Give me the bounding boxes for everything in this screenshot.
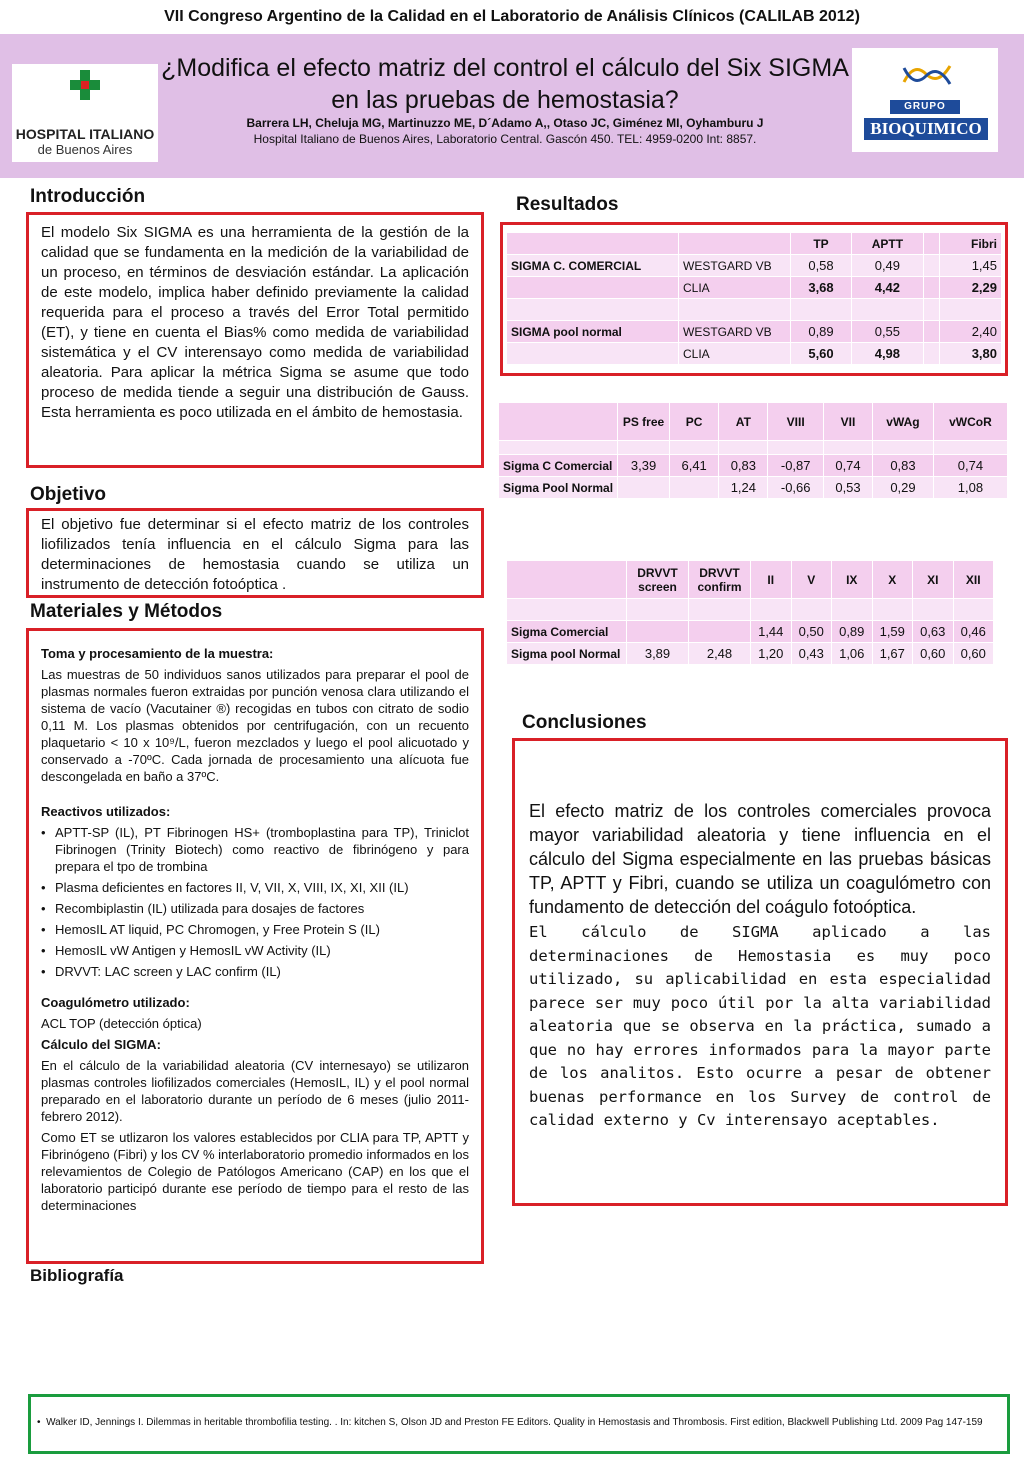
table-cell: WESTGARD VB — [679, 321, 791, 343]
table-header: VII — [823, 403, 872, 441]
table-header: PS free — [618, 403, 670, 441]
table-cell — [913, 599, 954, 621]
table-cell: 0,43 — [791, 643, 832, 665]
table-cell: 0,74 — [933, 455, 1007, 477]
table-cell — [923, 299, 939, 321]
table-cell: 0,74 — [823, 455, 872, 477]
conclusion-text-2: El cálculo de SIGMA aplicado a las determinaciones de Hemostasia es muy poco utilizado, su aplicabilidad en esta especialidad parece ser muy poco útil por la alta variabilidad aleatoria que se observa en la práctica, sumado a que no hay errores informados para la mayor parte de los analitos. Esto ocurre a pesar de obtener buenas performance en los Survey de control de calidad externo y Cv interensayo aceptables. — [529, 923, 991, 1129]
logo-left-name: HOSPITAL ITALIANO — [15, 126, 155, 142]
table-cell — [507, 599, 627, 621]
table-header: vWAg — [873, 403, 934, 441]
table-cell — [823, 441, 872, 455]
bibliografia-heading: Bibliografía — [30, 1266, 124, 1285]
table-header: vWCoR — [933, 403, 1007, 441]
table-cell — [852, 299, 924, 321]
table-cell: 1,45 — [939, 255, 1001, 277]
calc-text-1: En el cálculo de la variabilidad aleatoria (CV internesayo) se utilizaron plasmas controles liofilizados comerciales (HemosIL, IL) y el pool normal preparado en el laboratorio durante un período de 6 meses (julio 2011-febrero 2012). — [41, 1058, 469, 1124]
table-cell — [751, 599, 792, 621]
table-cell — [689, 599, 751, 621]
materiales-heading: Materiales y Métodos — [30, 601, 223, 622]
conclusiones-box — [512, 738, 1008, 1206]
table-cell: SIGMA C. COMERCIAL — [507, 255, 679, 277]
table-cell: -0,66 — [768, 477, 823, 499]
logo-left-sub: de Buenos Aires — [37, 142, 133, 157]
table-cell — [627, 599, 689, 621]
table-header: XI — [913, 561, 954, 599]
table-header: V — [791, 561, 832, 599]
table-cell: Sigma pool Normal — [507, 643, 627, 665]
table-cell — [933, 441, 1007, 455]
hospital-cross-icon — [70, 70, 100, 100]
table-cell: 1,24 — [719, 477, 768, 499]
table-cell — [791, 299, 852, 321]
objetivo-text: El objetivo fue determinar si el efecto matriz de los controles liofilizados tenía influencia en el cálculo Sigma para las determinaciones de hemostasia cuando se utiliza un instrumento de detección fotoóptica . — [41, 516, 469, 593]
table-cell: 1,20 — [751, 643, 792, 665]
list-item: • DRVVT: LAC screen y LAC confirm (IL) — [41, 963, 469, 980]
table-header — [923, 233, 939, 255]
list-item: • HemosIL AT liquid, PC Chromogen, y Free Protein S (IL) — [41, 921, 469, 938]
list-item: • Plasma deficientes en factores II, V, VII, X, VIII, IX, XI, XII (IL) — [41, 879, 469, 896]
table-cell — [618, 441, 670, 455]
conclusion-text-1: El efecto matriz de los controles comerciales provoca mayor variabilidad aleatoria y tiene influencia en el cálculo del Sigma especialmente en las pruebas básicas TP, APTT y Fibri, cuando se utiliza un coagulómetro con fundamento de detección del coágulo fotoóptica. — [529, 801, 991, 917]
coag-text: ACL TOP (detección óptica) — [41, 1016, 202, 1031]
list-item: • HemosIL vW Antigen y HemosIL vW Activity (IL) — [41, 942, 469, 959]
table-cell: 1,44 — [751, 621, 792, 643]
table-cell: 4,98 — [852, 343, 924, 365]
table-cell — [670, 441, 719, 455]
intro-heading: Introducción — [30, 186, 146, 207]
table-cell: CLIA — [679, 343, 791, 365]
table-cell: 0,50 — [791, 621, 832, 643]
bullet-icon: • — [37, 1417, 47, 1428]
table-cell: 3,39 — [618, 455, 670, 477]
table-header: X — [872, 561, 913, 599]
table-cell — [507, 277, 679, 299]
table-cell — [627, 621, 689, 643]
table-cell: CLIA — [679, 277, 791, 299]
table-cell — [768, 441, 823, 455]
table-header: PC — [670, 403, 719, 441]
poster-header — [0, 34, 1024, 178]
list-item: • APTT-SP (IL), PT Fibrinogen HS+ (tromboplastina para TP), Triniclot Fibrinogen (Trinity Biotech) como reactivo de fibrinógeno y para prepara el tpo de trombina — [41, 824, 469, 875]
table-header — [507, 233, 679, 255]
reactivos-list — [41, 824, 469, 980]
table-cell — [791, 599, 832, 621]
grupo-bioquimico-logo — [852, 48, 998, 152]
table-header: Fibri — [939, 233, 1001, 255]
table-cell: 1,59 — [872, 621, 913, 643]
table-cell: 1,06 — [832, 643, 873, 665]
table-cell: SIGMA pool normal — [507, 321, 679, 343]
table-cell — [719, 441, 768, 455]
table-cell — [872, 599, 913, 621]
table-cell — [507, 299, 679, 321]
authors: Barrera LH, Cheluja MG, Martinuzzo ME, D´Adamo A,, Otaso JC, Giménez MI, Oyhamburu J — [246, 116, 764, 130]
table-cell: WESTGARD VB — [679, 255, 791, 277]
intro-box — [26, 212, 484, 468]
table-cell: 3,68 — [791, 277, 852, 299]
table-cell: Sigma C Comercial — [499, 455, 618, 477]
table-cell: Sigma Comercial — [507, 621, 627, 643]
table-cell — [618, 477, 670, 499]
table-cell: 0,60 — [913, 643, 954, 665]
objetivo-box — [26, 508, 484, 598]
table-header: VIII — [768, 403, 823, 441]
conference-title: VII Congreso Argentino de la Calidad en el Laboratorio de Análisis Clínicos (CALILAB 2012) — [164, 8, 860, 25]
table-cell: 2,29 — [939, 277, 1001, 299]
table-cell: 3,80 — [939, 343, 1001, 365]
table-cell: 0,58 — [791, 255, 852, 277]
table-header: APTT — [852, 233, 924, 255]
calc-text-2: Como ET se utlizaron los valores establecidos por CLIA para TP, APTT y Fibrinógeno (Fibri) y los CV % interlaboratorio promedio informados en los relevamientos de Colegio de Patólogos Americano (CAP) en los que el laboratorio participó durante ese período de tiempo para el resto de las determinaciones — [41, 1130, 469, 1213]
table-cell: 2,48 — [689, 643, 751, 665]
materiales-box — [26, 628, 484, 1264]
table-header: DRVVT screen — [627, 561, 689, 599]
table-header: XII — [953, 561, 994, 599]
conclusiones-heading: Conclusiones — [522, 712, 647, 733]
table-cell — [923, 321, 939, 343]
table-cell: 4,42 — [852, 277, 924, 299]
table-cell — [679, 299, 791, 321]
table-cell — [923, 343, 939, 365]
intro-text: El modelo Six SIGMA es una herramienta de la gestión de la calidad que se fundamenta en la medición de la variabilidad de un proceso, en términos de desviación estándar. La aplicación de este modelo, implica haber definido previamente la calidad requerida para el proceso a través del Error Total permitido (ET), y tiene en cuenta el Bias% como medida de variabilidad sistemática y el CV interensayo como medida de variabilidad aleatoria. Para aplicar la métrica Sigma se asume que todo proceso de medida tiende a seguir una distribución de Gauss. Esta herramienta es poco utilizada en el ámbito de hemostasia. — [41, 224, 469, 421]
table-cell — [953, 599, 994, 621]
table-cell: 6,41 — [670, 455, 719, 477]
table-cell — [873, 441, 934, 455]
table-cell: 3,89 — [627, 643, 689, 665]
table-header: IX — [832, 561, 873, 599]
dna-helix-icon — [902, 60, 952, 90]
table-header — [679, 233, 791, 255]
logo-right-name: BIOQUIMICO — [864, 118, 988, 140]
table-cell: 0,89 — [832, 621, 873, 643]
hospital-italiano-logo — [12, 64, 158, 162]
table-cell: 5,60 — [791, 343, 852, 365]
poster-title: ¿Modifica el efecto matriz del control el cálculo del Six SIGMA en las pruebas de hemostasia? — [161, 54, 849, 114]
resultados-heading: Resultados — [516, 194, 619, 215]
table-cell: 0,55 — [852, 321, 924, 343]
table-cell — [689, 621, 751, 643]
table-header: TP — [791, 233, 852, 255]
table-cell: 2,40 — [939, 321, 1001, 343]
toma-title: Toma y procesamiento de la muestra: — [41, 646, 274, 661]
table-cell: 0,89 — [791, 321, 852, 343]
table-cell: -0,87 — [768, 455, 823, 477]
table-header: AT — [719, 403, 768, 441]
reactivos-title: Reactivos utilizados: — [41, 804, 171, 819]
list-item: • Recombiplastin (IL) utilizada para dosajes de factores — [41, 900, 469, 917]
table-cell: Sigma Pool Normal — [499, 477, 618, 499]
table-cell: 0,49 — [852, 255, 924, 277]
coag-title: Coagulómetro utilizado: — [41, 995, 190, 1010]
objetivo-heading: Objetivo — [30, 484, 107, 505]
table-cell — [923, 277, 939, 299]
table-cell — [939, 299, 1001, 321]
table-cell: 0,83 — [719, 455, 768, 477]
table-cell: 0,53 — [823, 477, 872, 499]
table-header: II — [751, 561, 792, 599]
affiliation: Hospital Italiano de Buenos Aires, Laboratorio Central. Gascón 450. TEL: 4959-0200 Int: 8857. — [253, 132, 757, 146]
table-sigma-factores — [506, 560, 994, 665]
table-cell: 0,46 — [953, 621, 994, 643]
table-cell — [832, 599, 873, 621]
bibliography-box — [28, 1394, 1010, 1454]
bibliography-item: Walker ID, Jennings I. Dilemmas in heritable thrombofilia testing. . In: kitchen S, Olson JD and Preston FE Editors. Quality in Hemostasis and Thrombosis. First edition, Blackwell Publishing Ltd. 2009 Pag 147-159 — [46, 1417, 983, 1428]
table-cell: 0,83 — [873, 455, 934, 477]
table-cell — [923, 255, 939, 277]
table-header — [507, 561, 627, 599]
table-sigma-inhibidores — [498, 402, 1008, 499]
table-header — [499, 403, 618, 441]
table-cell: 1,08 — [933, 477, 1007, 499]
table-header: DRVVT confirm — [689, 561, 751, 599]
table-cell: 0,63 — [913, 621, 954, 643]
table-cell — [670, 477, 719, 499]
table-cell: 1,67 — [872, 643, 913, 665]
table-cell — [499, 441, 618, 455]
calc-title: Cálculo del SIGMA: — [41, 1037, 161, 1052]
logo-right-top: GRUPO — [890, 100, 960, 114]
table-cell — [507, 343, 679, 365]
table-cell: 0,60 — [953, 643, 994, 665]
toma-text: Las muestras de 50 individuos sanos utilizados para preparar el pool de plasmas normales fueron extraidas por punción venosa clara utilizando el sistema de vacío (Vacutainer ®) recogidas en tubos con citrato de sodio 0,11 M. Los plasmas obtenidos por centrifugación, con un recuento plaquetario < 10 x 10⁹/L, fueron mezclados y luego el pool alicuotado y conservado a -70ºC. Cada jornada de procesamiento una alícuota fue descongelada en baño a 37ºC. — [41, 667, 469, 784]
table-sigma-basicas — [506, 232, 1002, 365]
table-cell: 0,29 — [873, 477, 934, 499]
